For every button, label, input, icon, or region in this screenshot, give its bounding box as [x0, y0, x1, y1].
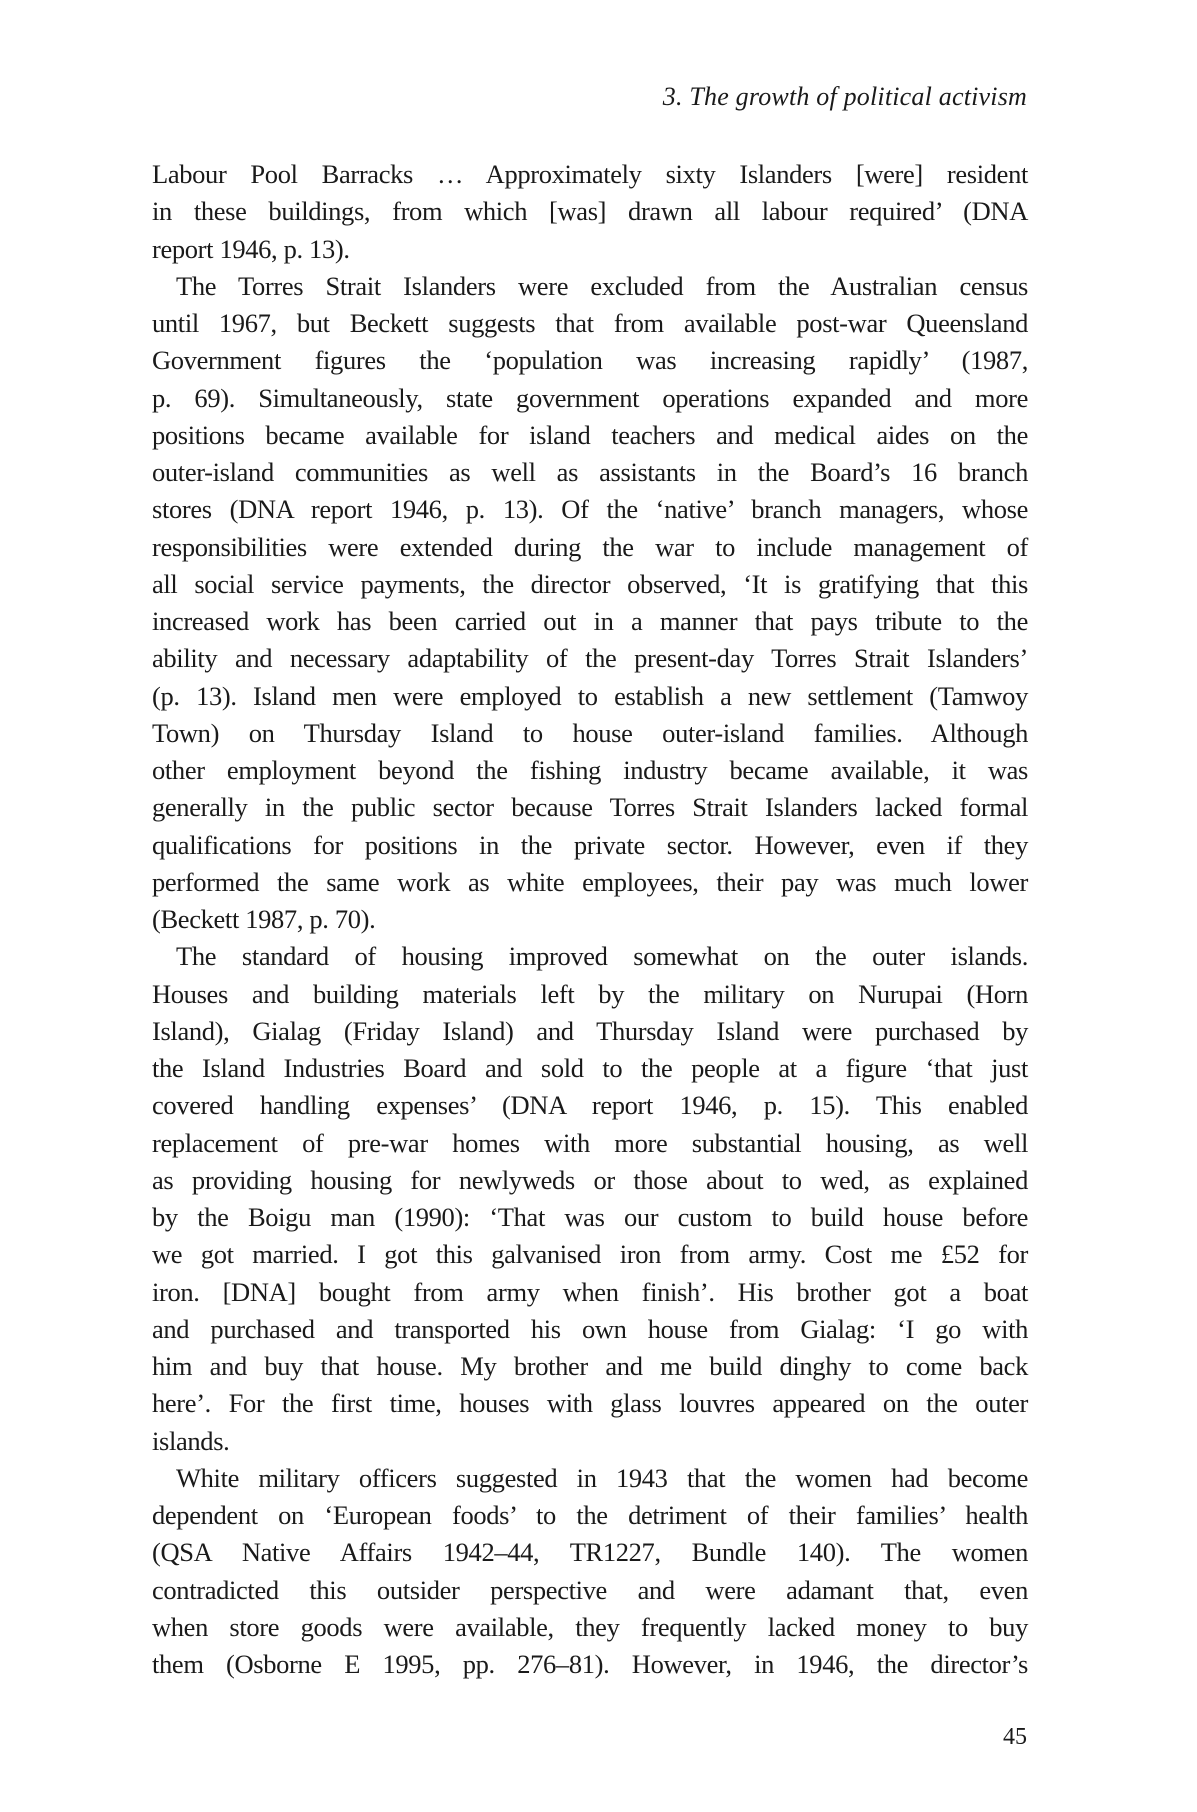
text-line: performed the same work as white employees, their pay was much lower	[152, 866, 1028, 897]
text-line: when store goods were available, they frequently lacked money to buy	[152, 1611, 1028, 1642]
text-line: The Torres Strait Islanders were excluded from the Australian census	[176, 270, 1028, 301]
running-head: 3. The growth of political activism	[662, 82, 1027, 111]
text-line: until 1967, but Beckett suggests that from available post-war Queensland	[152, 308, 1028, 338]
text-line: iron. [DNA] bought from army when finish’. His brother got a boat	[152, 1276, 1028, 1307]
text-line: stores (DNA report 1946, p. 13). Of the ‘native’ branch managers, whose	[152, 494, 1028, 525]
text-line: Island), Gialag (Friday Island) and Thursday Island were purchased by	[152, 1015, 1028, 1046]
text-line: here’. For the first time, houses with glass louvres appeared on the outer	[152, 1388, 1028, 1419]
text-line: responsibilities were extended during the war to include management of	[152, 531, 1028, 562]
text-line: (QSA Native Affairs 1942–44, TR1227, Bundle 140). The women	[152, 1537, 1028, 1568]
text-line: generally in the public sector because Torres Strait Islanders lacked formal	[152, 792, 1028, 823]
text-line: The standard of housing improved somewhat on the outer islands.	[176, 941, 1028, 972]
text-line: other employment beyond the fishing industry became available, it was	[152, 755, 1028, 785]
text-line: contradicted this outsider perspective and were adamant that, even	[152, 1574, 1028, 1605]
body-text	[152, 156, 1028, 1683]
text-line: in these buildings, from which [was] drawn all labour required’ (DNA	[152, 196, 1028, 227]
text-line: ability and necessary adaptability of the present-day Torres Strait Islanders’	[152, 643, 1028, 674]
text-line: replacement of pre-war homes with more substantial housing, as well	[152, 1127, 1028, 1158]
text-line: covered handling expenses’ (DNA report 1946, p. 15). This enabled	[152, 1090, 1028, 1121]
text-line: (Beckett 1987, p. 70).	[152, 904, 376, 934]
text-line: by the Boigu man (1990): ‘That was our custom to build house before	[152, 1202, 1028, 1232]
text-line: them (Osborne E 1995, pp. 276–81). However, in 1946, the director’s	[152, 1649, 1028, 1679]
text-line: we got married. I got this galvanised iron from army. Cost me £52 for	[152, 1239, 1028, 1270]
text-line: p. 69). Simultaneously, state government operations expanded and more	[152, 382, 1028, 413]
text-line: White military officers suggested in 1943 that the women had become	[176, 1462, 1028, 1493]
page-number: 45	[1003, 1724, 1027, 1750]
text-line: as providing housing for newlyweds or those about to wed, as explained	[152, 1164, 1028, 1195]
text-line: Labour Pool Barracks … Approximately sixty Islanders [were] resident	[152, 159, 1028, 189]
text-line: the Island Industries Board and sold to the people at a figure ‘that just	[152, 1053, 1028, 1083]
text-line: outer-island communities as well as assistants in the Board’s 16 branch	[152, 457, 1028, 487]
text-line: report 1946, p. 13).	[152, 233, 350, 264]
text-line: qualifications for positions in the private sector. However, even if they	[152, 829, 1028, 860]
text-line: increased work has been carried out in a manner that pays tribute to the	[152, 606, 1028, 636]
text-line: dependent on ‘European foods’ to the detriment of their families’ health	[152, 1500, 1028, 1530]
text-line: Government figures the ‘population was increasing rapidly’ (1987,	[152, 345, 1028, 376]
text-line: him and buy that house. My brother and me build dinghy to come back	[152, 1351, 1028, 1381]
text-line: positions became available for island teachers and medical aides on the	[152, 419, 1028, 450]
text-line: Town) on Thursday Island to house outer-island families. Although	[152, 717, 1028, 748]
text-line: islands.	[152, 1425, 230, 1456]
text-line: Houses and building materials left by the military on Nurupai (Horn	[152, 978, 1028, 1009]
text-line: (p. 13). Island men were employed to establish a new settlement (Tamwoy	[152, 680, 1028, 711]
text-line: all social service payments, the director observed, ‘It is gratifying that this	[152, 568, 1028, 599]
text-line: and purchased and transported his own house from Gialag: ‘I go with	[152, 1313, 1028, 1344]
